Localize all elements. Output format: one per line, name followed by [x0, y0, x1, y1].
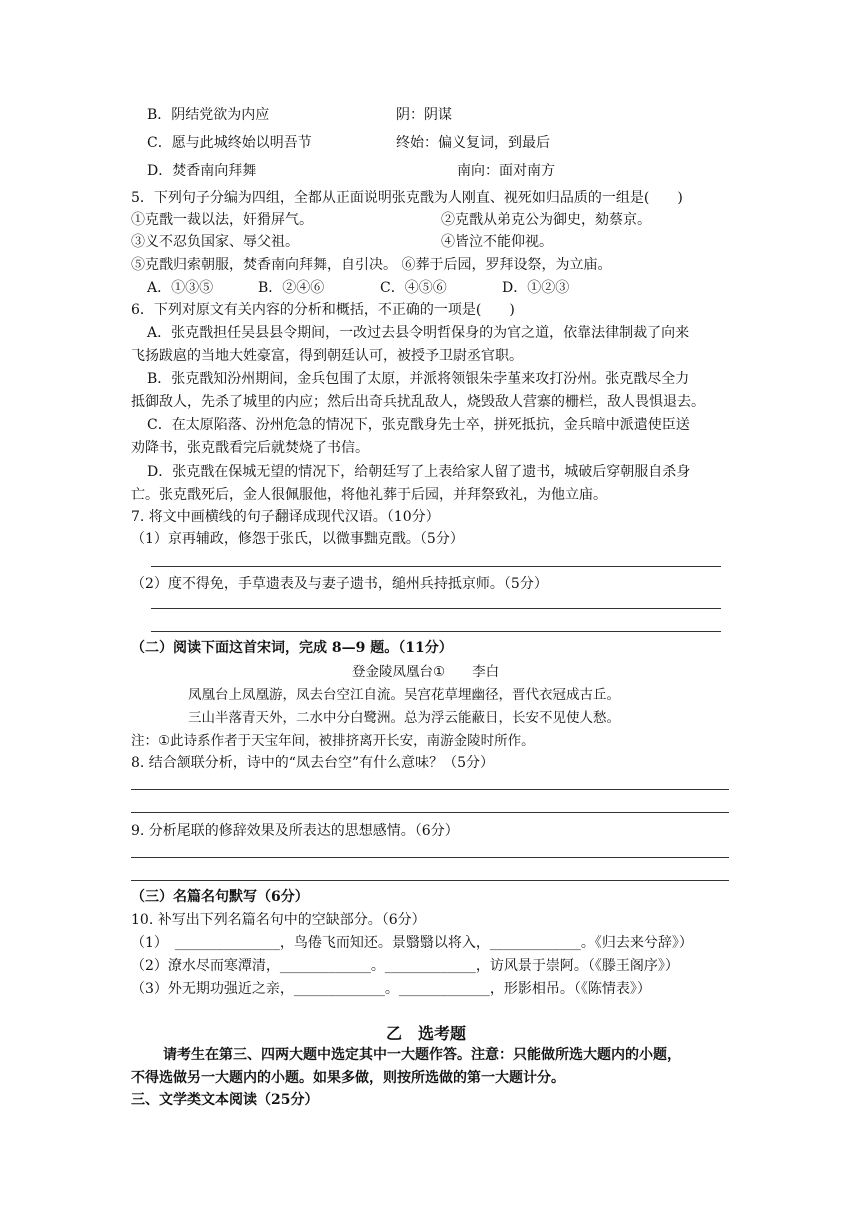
q9-answer-line-2[interactable]	[131, 880, 729, 881]
q4-option-d: D．焚香南向拜舞	[147, 163, 257, 179]
poem-line-1: 凤凰台上凤凰游，凤去台空江自流。吴宫花草埋幽径，晋代衣冠成古丘。	[188, 687, 620, 703]
part-b-title: 乙 选考题	[386, 1024, 467, 1043]
q5-choice-c: C．④⑤⑥	[380, 280, 447, 296]
q5-stem: 5．下列句子分编为四组，全都从正面说明张克戬为人刚直、视死如归品质的一组是( )	[131, 190, 683, 206]
q7-answer-line-2[interactable]	[151, 608, 721, 609]
section-3-header: （三）名篇名句默写（6分）	[131, 889, 309, 905]
q9-answer-line-1[interactable]	[131, 857, 729, 858]
q5-item-2: ②克戬从弟克公为御史，劾蔡京。	[441, 212, 651, 228]
q10-fill-1[interactable]: （1） _______________，鸟倦飞而知还。景翳翳以将入，_____________。《归去来兮辞》）	[131, 935, 693, 951]
q8-stem: 8. 结合颔联分析，诗中的“凤去台空”有什么意味？（5分）	[131, 755, 495, 771]
q6-option-c-line1: C．在太原陷落、汾州危急的情况下，张克戬身先士卒，拼死抵抗，金兵暗中派遣使臣送	[147, 417, 690, 433]
q6-option-a-line1: A．张克戬担任吴县县令期间，一改过去县令明哲保身的为官之道，依靠法律制裁了向来	[147, 325, 690, 341]
q4-option-b: B．阴结党欲为内应	[147, 107, 270, 123]
q5-item-1: ①克戬一裁以法，奸猾屏气。	[131, 212, 313, 228]
q9-stem: 9. 分析尾联的修辞效果及所表达的思想感情。（6分）	[131, 823, 459, 839]
poem-line-2: 三山半落青天外，二水中分白鹭洲。总为浮云能蔽日，长安不见使人愁。	[188, 710, 620, 726]
q4-option-c-gloss: 终始：偏义复词，到最后	[396, 135, 550, 151]
q6-option-d-line2: 亡。张克戬死后，金人很佩服他，将他礼葬于后园，并拜祭致礼，为他立庙。	[131, 487, 607, 503]
q10-fill-3[interactable]: （3）外无期功强近之亲，_____________。_____________，形影相吊。（《陈情表》）	[131, 981, 651, 997]
q5-item-3: ③义不忍负国家、辱父祖。	[131, 234, 299, 250]
q8-answer-line-2[interactable]	[131, 812, 729, 813]
q5-item-4: ④皆泣不能仰视。	[441, 234, 553, 250]
q4-option-c: C．愿与此城终始以明吾节	[147, 135, 312, 151]
q5-item-5-6: ⑤克戬归索朝服，焚香南向拜舞，自引决。 ⑥葬于后园，罗拜设祭，为立庙。	[131, 257, 612, 273]
q7-answer-line-1[interactable]	[151, 566, 721, 567]
q7-sentence-1: （1）京再辅政，修怨于张氏，以微事黜克戬。（5分）	[131, 531, 464, 547]
q7-answer-line-3[interactable]	[151, 631, 721, 632]
section-2-header: （二）阅读下面这首宋词，完成 8—9 题。（11分）	[131, 640, 453, 656]
q10-fill-2[interactable]: （2）潦水尽而寒潭清，_____________。_____________，访风景于崇阿。（《滕王阁序》）	[131, 958, 679, 974]
q6-option-d-line1: D．张克戬在保城无望的情况下，给朝廷写了上表给家人留了遗书，城破后穿朝服自杀身	[147, 464, 691, 480]
q5-choice-a: A．①③⑤	[147, 280, 214, 296]
q4-option-d-gloss: 南向：面对南方	[457, 163, 555, 179]
q4-option-b-gloss: 阴：阴谋	[396, 107, 452, 123]
q7-sentence-2: （2）度不得免，手草遗表及与妻子遗书，缒州兵持抵京师。（5分）	[131, 576, 548, 592]
q8-answer-line-1[interactable]	[131, 789, 729, 790]
q7-stem: 7. 将文中画横线的句子翻译成现代汉语。（10分）	[131, 509, 440, 525]
q10-stem: 10. 补写出下列名篇名句中的空缺部分。（6分）	[131, 912, 426, 928]
section-3-literary-header: 三、文学类文本阅读（25分）	[131, 1092, 319, 1108]
q6-option-b-line1: B．张克戬知汾州期间，金兵包围了太原，并派将领银朱孛堇来攻打汾州。张克戬尽全力	[147, 371, 690, 387]
q6-option-a-line2: 飞扬跋扈的当地大姓豪富，得到朝廷认可，被授予卫尉丞官职。	[131, 348, 523, 364]
poem-note: 注：①此诗系作者于天宝年间，被排挤离开长安，南游金陵时所作。	[131, 733, 535, 749]
q5-choice-b: B．②④⑥	[258, 280, 325, 296]
poem-title: 登金陵凤凰台① 李白	[352, 664, 500, 680]
part-b-instruction-2: 不得选做另一大题内的小题。如果多做，则按所选做的第一大题计分。	[131, 1070, 565, 1086]
q6-option-c-line2: 劝降书，张克戬看完后就焚烧了书信。	[131, 440, 369, 456]
q6-stem: 6．下列对原文有关内容的分析和概括，不正确的一项是( )	[131, 302, 515, 318]
part-b-instruction-1: 请考生在第三、四两大题中选定其中一大题作答。注意：只能做所选大题内的小题，	[163, 1047, 681, 1063]
q5-choice-d: D．①②③	[502, 280, 570, 296]
q6-option-b-line2: 抵御敌人，先杀了城里的内应；然后出奇兵扰乱敌人，烧毁敌人营寨的栅栏，敌人畏惧退去。	[131, 394, 705, 410]
